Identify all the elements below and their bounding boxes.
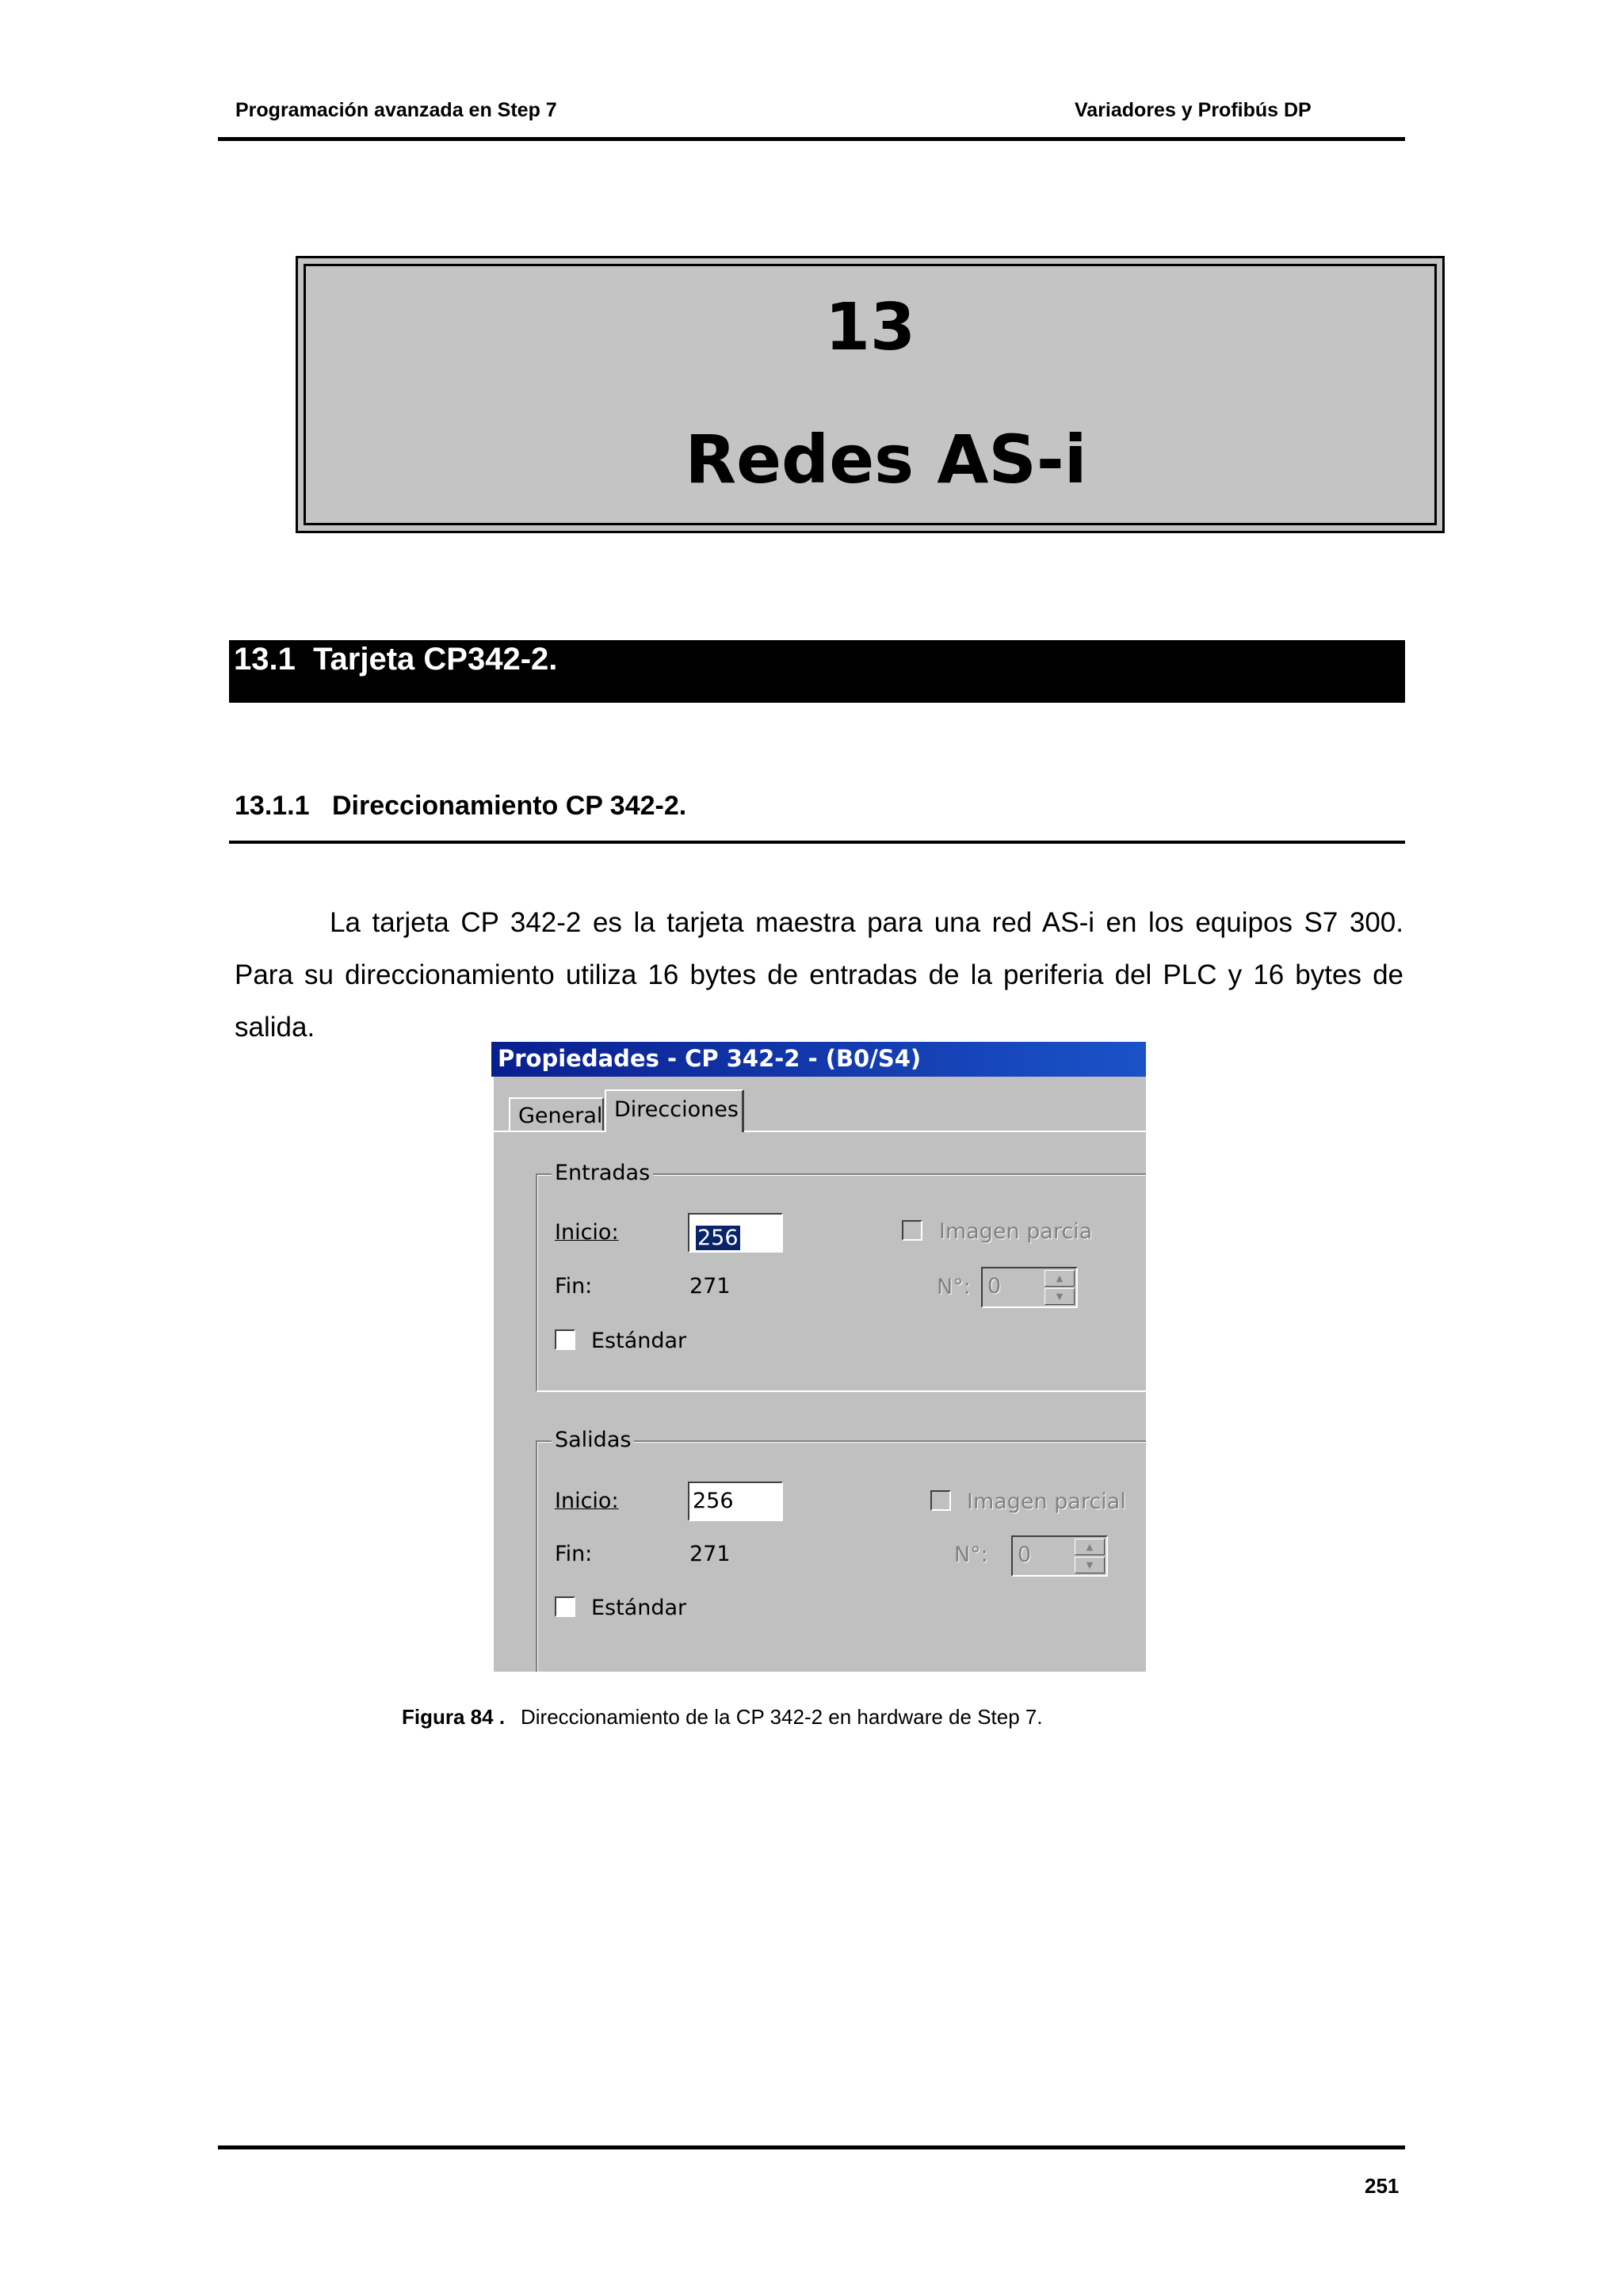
chapter-title-box xyxy=(296,256,1445,533)
salidas-inicio-value: 256 xyxy=(693,1489,734,1513)
tab-direcciones[interactable] xyxy=(605,1089,744,1132)
footer-rule xyxy=(218,2145,1405,2149)
salidas-n-value: 0 xyxy=(1018,1543,1032,1567)
salidas-inicio-label: Inicio: xyxy=(555,1489,619,1513)
salidas-inicio-input[interactable] xyxy=(688,1482,783,1521)
tab-general-label: General xyxy=(518,1104,603,1128)
tab-strip-line xyxy=(744,1131,1146,1132)
tab-general[interactable] xyxy=(509,1097,604,1131)
entradas-inicio-value: 256 xyxy=(697,1226,739,1250)
entradas-inicio-label: Inicio: xyxy=(555,1220,619,1245)
section-heading-bar xyxy=(229,640,1405,703)
page-number: 251 xyxy=(1365,2174,1400,2198)
entradas-group-label: Entradas xyxy=(552,1161,653,1185)
spinner-up-icon[interactable]: ▲ xyxy=(1075,1539,1105,1555)
dialog-edge xyxy=(491,1077,494,1672)
salidas-fin-value: 271 xyxy=(689,1542,731,1566)
figure-caption-text: Direccionamiento de la CP 342-2 en hardware de Step 7. xyxy=(521,1705,1043,1729)
salidas-imagen-label: Imagen parcial xyxy=(967,1489,1126,1514)
spinner-up-icon[interactable]: ▲ xyxy=(1044,1270,1075,1287)
entradas-inicio-input[interactable] xyxy=(688,1213,783,1253)
chapter-number: 13 xyxy=(824,290,916,365)
entradas-n-value: 0 xyxy=(987,1274,1002,1299)
dialog-title: Propiedades - CP 342-2 - (B0/S4) xyxy=(498,1045,922,1072)
tab-direcciones-label: Direcciones xyxy=(614,1097,739,1122)
salidas-n-spinner[interactable] xyxy=(1011,1535,1108,1577)
spinner-down-icon[interactable]: ▼ xyxy=(1075,1557,1105,1573)
salidas-imagen-checkbox[interactable] xyxy=(930,1490,951,1511)
figure-caption-label: Figura 84 . xyxy=(402,1705,506,1729)
entradas-estandar-label: Estándar xyxy=(591,1329,687,1353)
entradas-fin-value: 271 xyxy=(689,1274,731,1299)
dialog-title-bar[interactable] xyxy=(491,1042,1146,1077)
running-header-left: Programación avanzada en Step 7 xyxy=(235,99,557,121)
salidas-estandar-checkbox[interactable] xyxy=(555,1596,575,1617)
entradas-estandar-checkbox[interactable] xyxy=(555,1329,575,1350)
tab-strip-line xyxy=(494,1131,605,1132)
salidas-group-label: Salidas xyxy=(552,1428,634,1452)
body-paragraph: La tarjeta CP 342-2 es la tarjeta maestra para una red AS-i en los equipos S7 300. Para su direccionamiento utiliza 16 bytes de entradas de la periferia del PLC y 16 bytes de salida. xyxy=(235,907,1403,1043)
entradas-fin-label: Fin: xyxy=(555,1274,593,1299)
entradas-n-label: N°: xyxy=(937,1275,971,1299)
chapter-title: Redes AS-i xyxy=(685,421,1087,498)
header-rule xyxy=(218,137,1405,141)
section-heading: 13.1 Tarjeta CP342-2. xyxy=(234,642,558,677)
salidas-fin-label: Fin: xyxy=(555,1542,593,1566)
subsection-number: 13.1.1 xyxy=(235,791,310,821)
subsection-rule xyxy=(229,841,1405,844)
running-header-right: Variadores y Profibús DP xyxy=(1075,99,1312,121)
entradas-n-spinner[interactable] xyxy=(981,1267,1078,1308)
subsection-heading: Direccionamiento CP 342-2. xyxy=(332,791,687,821)
entradas-imagen-label: Imagen parcia xyxy=(939,1219,1093,1244)
entradas-imagen-checkbox[interactable] xyxy=(902,1220,922,1241)
properties-dialog xyxy=(491,1042,1146,1672)
spinner-down-icon[interactable]: ▼ xyxy=(1044,1288,1075,1305)
salidas-estandar-label: Estándar xyxy=(591,1596,687,1620)
salidas-n-label: N°: xyxy=(954,1543,988,1567)
